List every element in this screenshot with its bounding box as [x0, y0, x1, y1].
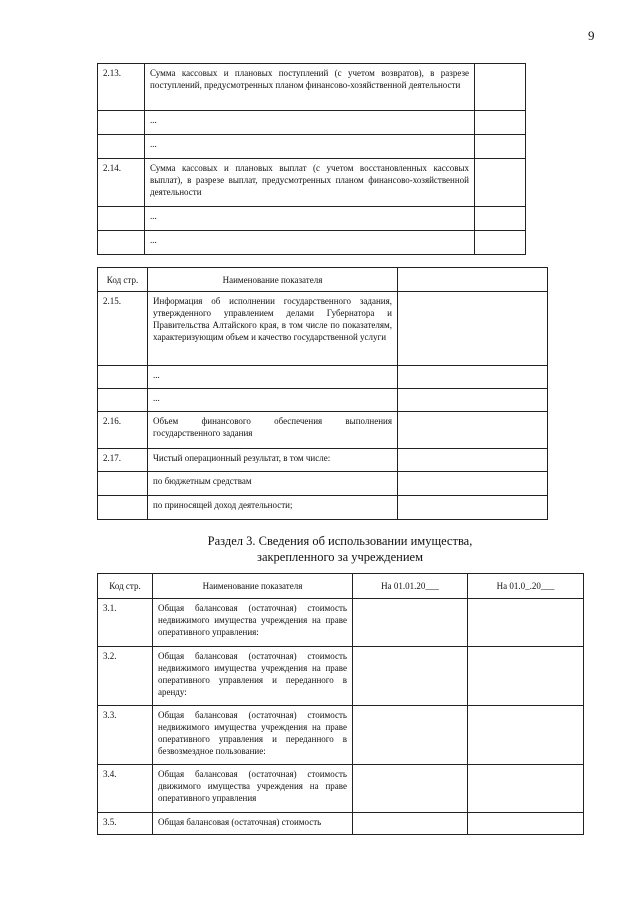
- header-name: Наименование показателя: [148, 268, 398, 292]
- row-name: ...: [145, 207, 475, 231]
- row-name: ...: [145, 111, 475, 135]
- table-row: [98, 449, 548, 472]
- table-row: [98, 292, 548, 366]
- row-name: Общая балансовая (остаточная) стоимость движимого имущества учреждения на праве оперативного управления: [153, 765, 353, 813]
- value-cell: [475, 135, 526, 159]
- section-heading-line: закрепленного за учреждением: [257, 550, 423, 564]
- value-cell: [468, 706, 584, 765]
- row-code: 2.13.: [98, 64, 145, 111]
- value-cell: [353, 647, 468, 706]
- row-code: [98, 389, 148, 412]
- section-3-heading: [97, 533, 583, 565]
- row-code: 2.14.: [98, 159, 145, 207]
- row-code: 3.1.: [98, 599, 153, 647]
- row-code: [98, 472, 148, 496]
- row-code: 3.5.: [98, 813, 153, 835]
- row-name: ...: [145, 231, 475, 255]
- value-cell: [398, 496, 548, 520]
- value-cell: [398, 449, 548, 472]
- row-code: [98, 135, 145, 159]
- value-cell: [353, 706, 468, 765]
- row-code: [98, 366, 148, 389]
- table-row: [98, 231, 526, 255]
- table-row: [98, 472, 548, 496]
- property-usage-table: [97, 573, 584, 835]
- table-row: [98, 207, 526, 231]
- row-name: Общая балансовая (остаточная) стоимость недвижимого имущества учреждения на праве оперативного управления и переданного в аренду:: [153, 647, 353, 706]
- value-cell: [398, 472, 548, 496]
- table-row: [98, 366, 548, 389]
- table-row: [98, 765, 584, 813]
- value-cell: [353, 813, 468, 835]
- value-cell: [475, 207, 526, 231]
- row-code: [98, 111, 145, 135]
- page-number: 9: [588, 28, 595, 43]
- row-code: [98, 231, 145, 255]
- row-code: 2.17.: [98, 449, 148, 472]
- row-name: по бюджетным средствам: [148, 472, 398, 496]
- section-heading-line: Раздел 3. Сведения об использовании имущества,: [207, 534, 473, 548]
- value-cell: [398, 389, 548, 412]
- row-name: ...: [148, 389, 398, 412]
- value-cell: [475, 111, 526, 135]
- value-cell: [398, 292, 548, 366]
- table-row: [98, 813, 584, 835]
- row-code: 3.4.: [98, 765, 153, 813]
- row-name: Чистый операционный результат, в том числе:: [148, 449, 398, 472]
- header-code: Код стр.: [98, 268, 148, 292]
- value-cell: [398, 366, 548, 389]
- row-name: Сумма кассовых и плановых поступлений (с учетом возвратов), в разрезе поступлений, предусмотренных планом финансово-хозяйственной деятельности: [145, 64, 475, 111]
- table-row: [98, 599, 584, 647]
- row-name: Сумма кассовых и плановых выплат (с учетом восстановленных кассовых выплат), в разрезе выплат, предусмотренных планом финансово-хозяйственной деятельности: [145, 159, 475, 207]
- row-code: 3.3.: [98, 706, 153, 765]
- table-header-row: [98, 574, 584, 599]
- row-name: Информация об исполнении государственного задания, утвержденного управлением делами Губернатора и Правительства Алтайского края, в том числе по показателям, характеризующим объем и качество государственной услуги: [148, 292, 398, 366]
- table-row: [98, 111, 526, 135]
- table-row: [98, 706, 584, 765]
- value-cell: [468, 813, 584, 835]
- table-header-row: [98, 268, 548, 292]
- row-name: по приносящей доход деятельности;: [148, 496, 398, 520]
- table-row: [98, 496, 548, 520]
- value-cell: [398, 412, 548, 449]
- row-name: ...: [148, 366, 398, 389]
- row-name: ...: [145, 135, 475, 159]
- row-name: Общая балансовая (остаточная) стоимость недвижимого имущества учреждения на праве оперативного управления:: [153, 599, 353, 647]
- header-date-start: На 01.01.20___: [353, 574, 468, 599]
- row-code: [98, 207, 145, 231]
- table-row: [98, 159, 526, 207]
- table-row: [98, 647, 584, 706]
- row-name: Общая балансовая (остаточная) стоимость: [153, 813, 353, 835]
- table-row: [98, 64, 526, 111]
- value-cell: [468, 647, 584, 706]
- header-date-current: На 01.0_.20___: [468, 574, 584, 599]
- header-name: Наименование показателя: [153, 574, 353, 599]
- row-code: 2.16.: [98, 412, 148, 449]
- value-cell: [475, 231, 526, 255]
- table-row: [98, 135, 526, 159]
- value-cell: [468, 765, 584, 813]
- value-cell: [353, 765, 468, 813]
- header-code: Код стр.: [98, 574, 153, 599]
- header-value: [398, 268, 548, 292]
- value-cell: [468, 599, 584, 647]
- row-name: Объем финансового обеспечения выполнения государственного задания: [148, 412, 398, 449]
- indicators-table-continued: [97, 63, 526, 255]
- value-cell: [475, 64, 526, 111]
- row-code: 3.2.: [98, 647, 153, 706]
- row-code: [98, 496, 148, 520]
- table-row: [98, 389, 548, 412]
- table-row: [98, 412, 548, 449]
- row-name: Общая балансовая (остаточная) стоимость недвижимого имущества учреждения на праве оперативного управления и переданного в безвозмездное пользование:: [153, 706, 353, 765]
- value-cell: [353, 599, 468, 647]
- row-code: 2.15.: [98, 292, 148, 366]
- value-cell: [475, 159, 526, 207]
- indicators-table: [97, 267, 548, 520]
